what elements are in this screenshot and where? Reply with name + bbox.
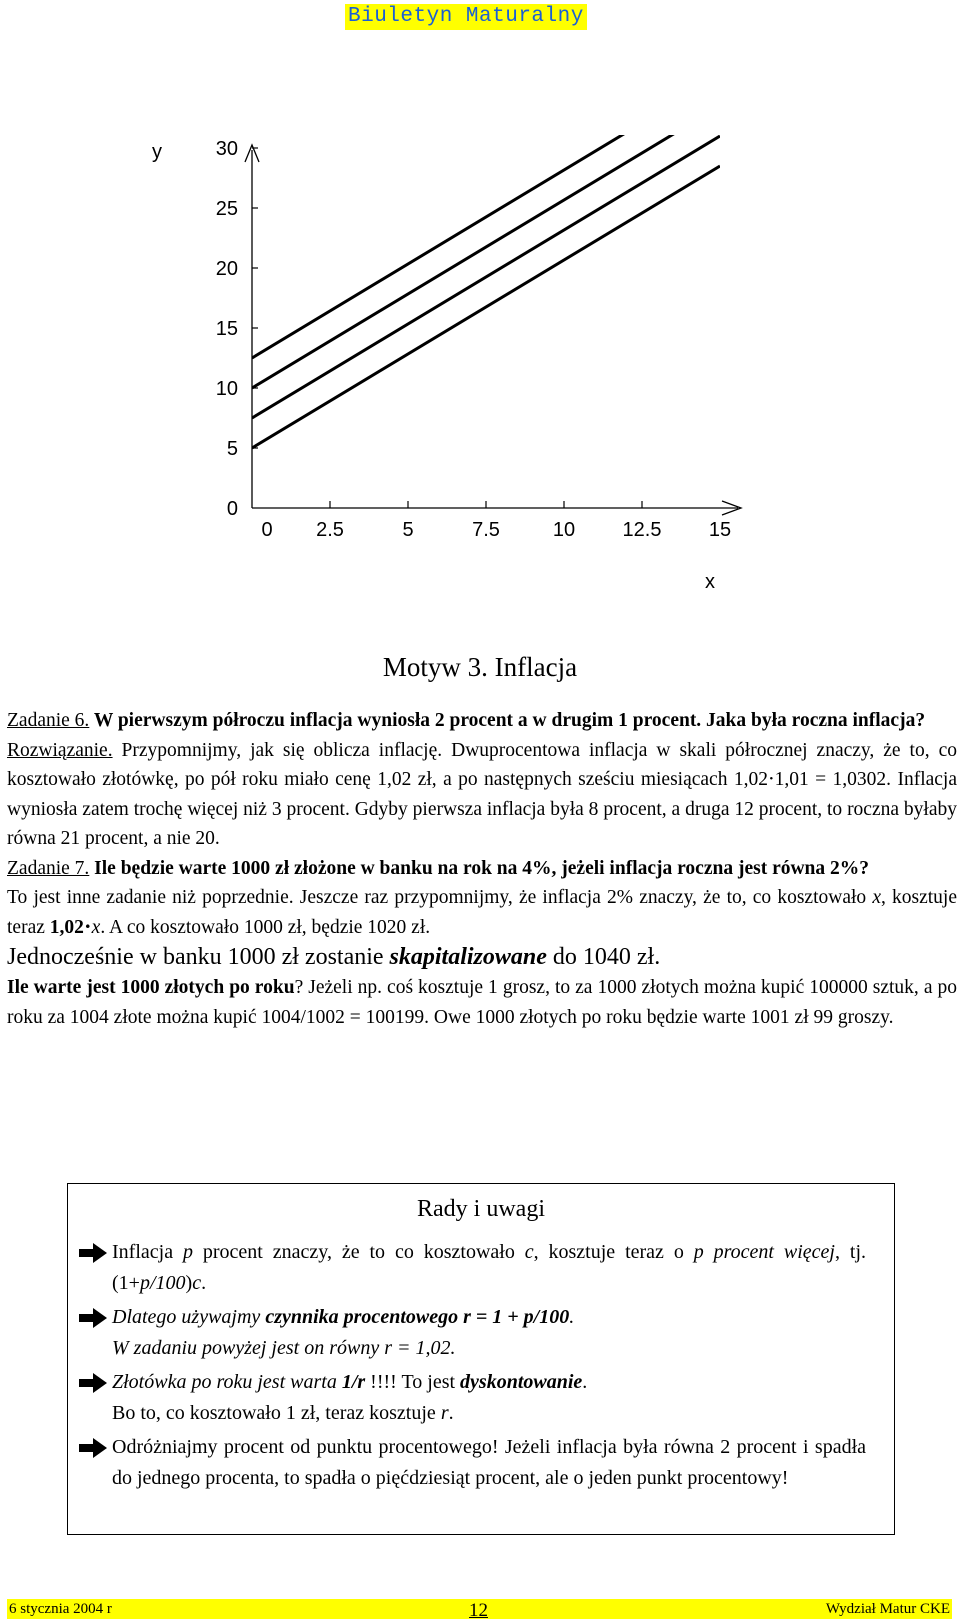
variable-c: c <box>524 1241 534 1263</box>
tip-item <box>78 1432 866 1494</box>
y-tick-label: 25 <box>215 198 238 220</box>
text-run: !!!! To jest <box>365 1371 461 1393</box>
series-line-4 <box>252 120 720 358</box>
variable-x: x <box>872 887 881 908</box>
value-question: Ile warte jest 1000 złotych po roku <box>7 977 295 998</box>
text-run: To jest inne zadanie niż poprzednie. Jeszcze raz przypomnijmy, że inflacja 2% znaczy, że to, co kosztowało <box>7 887 873 908</box>
solution-text: Przypomnijmy, jak się oblicza inflację. Dwuprocentowa inflacja w skali półrocznej znaczy, że to, co kosztowało złotówkę, po pół roku miało cenę 1,02 zł, a po następnych sześciu miesiącach 1,02⋅1,01 = 1,0302. Inflacja wyniosła zatem trochę więcej niż 3 procent. Gdyby pierwsza inflacja była 8 procent, a druga 12 procent, to roczna byłaby równa 21 procent, a nie 20. <box>7 739 957 849</box>
text-run: do 1040 zł. <box>546 944 661 970</box>
task7-question: Ile będzie warte 1000 zł złożone w banku na rok na 4%, jeżeli inflacja roczna jest równa 2%? <box>89 857 870 879</box>
text-run: , tj. (1+ <box>112 1241 866 1294</box>
task7-label: Zadanie 7. <box>7 857 90 879</box>
x-tick-label: 2.5 <box>316 519 344 541</box>
tip-item <box>78 1302 866 1364</box>
page-number: 12 <box>469 1600 488 1621</box>
line-chart <box>0 120 960 630</box>
text-run: . <box>569 1306 575 1328</box>
x-tick-label: 5 <box>402 519 414 541</box>
task6-label: Zadanie 6. <box>7 710 90 731</box>
y-tick-label: 5 <box>226 438 238 460</box>
article-body <box>7 706 957 1032</box>
inflation-paragraph <box>7 883 957 942</box>
solution-paragraph <box>7 736 957 854</box>
variable-p: p <box>182 1241 193 1263</box>
tip-item <box>78 1367 866 1429</box>
text-run: Inflacja <box>112 1241 183 1263</box>
text-run: Złotówka po roku jest warta <box>112 1371 342 1393</box>
text-run: . <box>448 1402 454 1424</box>
task6-question: W pierwszym półroczu inflacja wyniosła 2 procent a w drugim 1 procent. Jaka była roczna inflacja? <box>89 710 926 731</box>
text-run: Jednocześnie w banku 1000 zł zostanie <box>7 944 390 970</box>
emphasis: p procent więcej <box>693 1241 835 1263</box>
x-tick-label: 7.5 <box>472 519 500 541</box>
y-tick-label: 15 <box>215 318 238 340</box>
y-tick-label: 30 <box>215 138 238 160</box>
emphasis-capitalized: skapitalizowane <box>389 944 547 970</box>
x-tick-label: 0 <box>261 519 273 541</box>
text-run: ) <box>185 1272 193 1294</box>
variable-r: r <box>440 1402 449 1424</box>
y-tick-label: 0 <box>226 498 238 520</box>
arrow-right-icon <box>78 1242 108 1264</box>
footer-publisher: Wydział Matur CKE <box>825 1601 950 1617</box>
task6-paragraph <box>7 706 957 736</box>
y-axis-label: y <box>152 141 162 163</box>
series-line-3 <box>252 120 720 388</box>
footer-date: 6 stycznia 2004 r <box>9 1601 112 1617</box>
tip-item <box>78 1237 866 1299</box>
emphasis: p/100 <box>139 1272 186 1294</box>
task7-paragraph <box>7 854 957 884</box>
x-axis-label: x <box>705 571 715 593</box>
text-run: Bo to, co kosztowało 1 zł, teraz kosztuje <box>112 1402 441 1424</box>
bank-paragraph <box>7 942 957 973</box>
emphasis: dyskontowanie <box>460 1371 583 1393</box>
y-tick-label: 20 <box>215 258 238 280</box>
variable-x: x <box>91 916 101 938</box>
text-run: . <box>582 1371 588 1393</box>
text-run: ? Jeżeli np. coś kosztuje 1 grosz, to za 1000 złotych można kupić 100000 sztuk, a po roku za 1004 złote można kupić 1004/1002 = 100199. Owe 1000 złotych po roku będzie warte 1001 zł 99 groszy. <box>7 977 958 1028</box>
x-tick-label: 15 <box>708 519 732 541</box>
text-run: . A co kosztowało 1000 zł, będzie 1020 zł. <box>100 916 431 938</box>
tips-title: Rady i uwagi <box>417 1196 545 1222</box>
header-title: Biuletyn Maturalny <box>345 4 587 30</box>
x-tick-label: 12.5 <box>622 519 662 541</box>
text-run: , kosztuje teraz o <box>533 1241 694 1263</box>
series-line-2 <box>252 136 720 418</box>
factor-bold: 1,02⋅ <box>49 916 92 938</box>
text-run: Odróżniajmy procent od punktu procentowego! Jeżeli inflacja była równa 2 procent i spadła do jednego procenta, to spadła o pięćdziesiąt procent, ale o jeden punkt procentowy! <box>112 1436 866 1489</box>
series-line-1 <box>252 166 720 448</box>
arrow-right-icon <box>78 1437 108 1459</box>
arrow-right-icon <box>78 1372 108 1394</box>
solution-label: Rozwiązanie. <box>7 739 113 761</box>
value-paragraph <box>7 973 957 1032</box>
x-tick-label: 10 <box>552 519 576 541</box>
variable-c: c <box>192 1272 202 1294</box>
footer <box>7 1599 952 1619</box>
emphasis: czynnika procentowego r = 1 + p/100 <box>265 1306 570 1328</box>
arrow-right-icon <box>78 1307 108 1329</box>
text-run: , kosztuje teraz <box>7 887 957 938</box>
text-run: W zadaniu powyżej jest on równy r = 1,02. <box>112 1337 456 1359</box>
tips-box <box>67 1183 895 1535</box>
text-run: Dlatego używajmy <box>112 1306 266 1328</box>
text-run: procent znaczy, że to co kosztowało <box>192 1241 525 1263</box>
y-tick-label: 10 <box>215 378 238 400</box>
emphasis: 1/r <box>341 1371 366 1393</box>
section-title: Motyw 3. Inflacja <box>382 652 578 682</box>
text-run: . <box>201 1272 207 1294</box>
